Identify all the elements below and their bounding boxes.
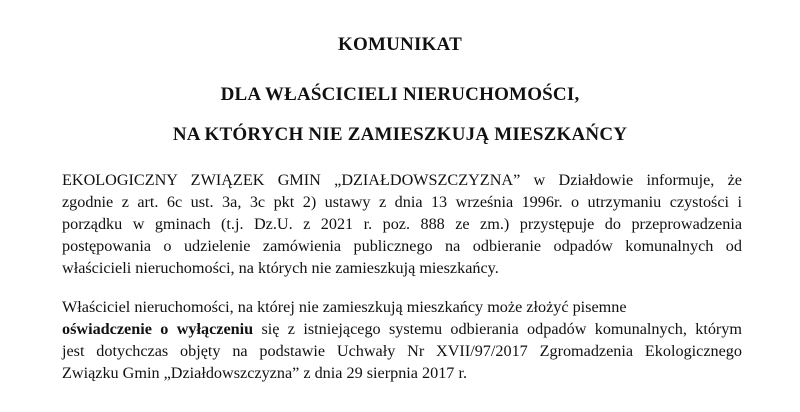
declaration-paragraph <box>62 296 742 384</box>
emphasized-declaration-term: oświadczenie o wyłączeniu <box>62 320 254 338</box>
paragraph-line: postępowania o udzielenie zamówienia publicznego na odbieranie odpadów komunalnych od <box>62 237 742 255</box>
paragraph-line: zgodnie z art. 6c ust. 3a, 3c pkt 2) ustawy z dnia 13 września 1996r. o utrzymaniu czystości i <box>62 193 742 211</box>
document-subtitle-line-1: DLA WŁAŚCICIELI NIERUCHOMOŚCI, <box>220 84 580 105</box>
paragraph-line: właścicieli nieruchomości, na których nie zamieszkują mieszkańcy. <box>62 259 499 277</box>
paragraph-line: porządku w gminach (t.j. Dz.U. z 2021 r. poz. 888 ze zm.) przystępuje do przeprowadzenia <box>62 215 742 233</box>
paragraph-line-with-emphasis <box>62 318 742 340</box>
announcement-paragraph <box>62 169 742 279</box>
paragraph-line: EKOLOGICZNY ZWIĄZEK GMIN „DZIAŁDOWSZCZYZNA” w Działdowie informuje, że <box>62 171 742 189</box>
paragraph-line: Związku Gmin „Działdowszczyzna” z dnia 29 sierpnia 2017 r. <box>62 364 467 382</box>
paragraph-line: Właściciel nieruchomości, na której nie zamieszkują mieszkańcy może złożyć pisemne <box>62 298 627 316</box>
document-title: KOMUNIKAT <box>338 34 462 55</box>
paragraph-line: jest dotychczas objęty na podstawie Uchwały Nr XVII/97/2017 Zgromadzenia Ekologicznego <box>62 342 742 360</box>
paragraph-line-rest: się z istniejącego systemu odbierania odpadów komunalnych, którym <box>253 320 742 338</box>
document-subtitle-line-2: NA KTÓRYCH NIE ZAMIESZKUJĄ MIESZKAŃCY <box>172 124 628 145</box>
